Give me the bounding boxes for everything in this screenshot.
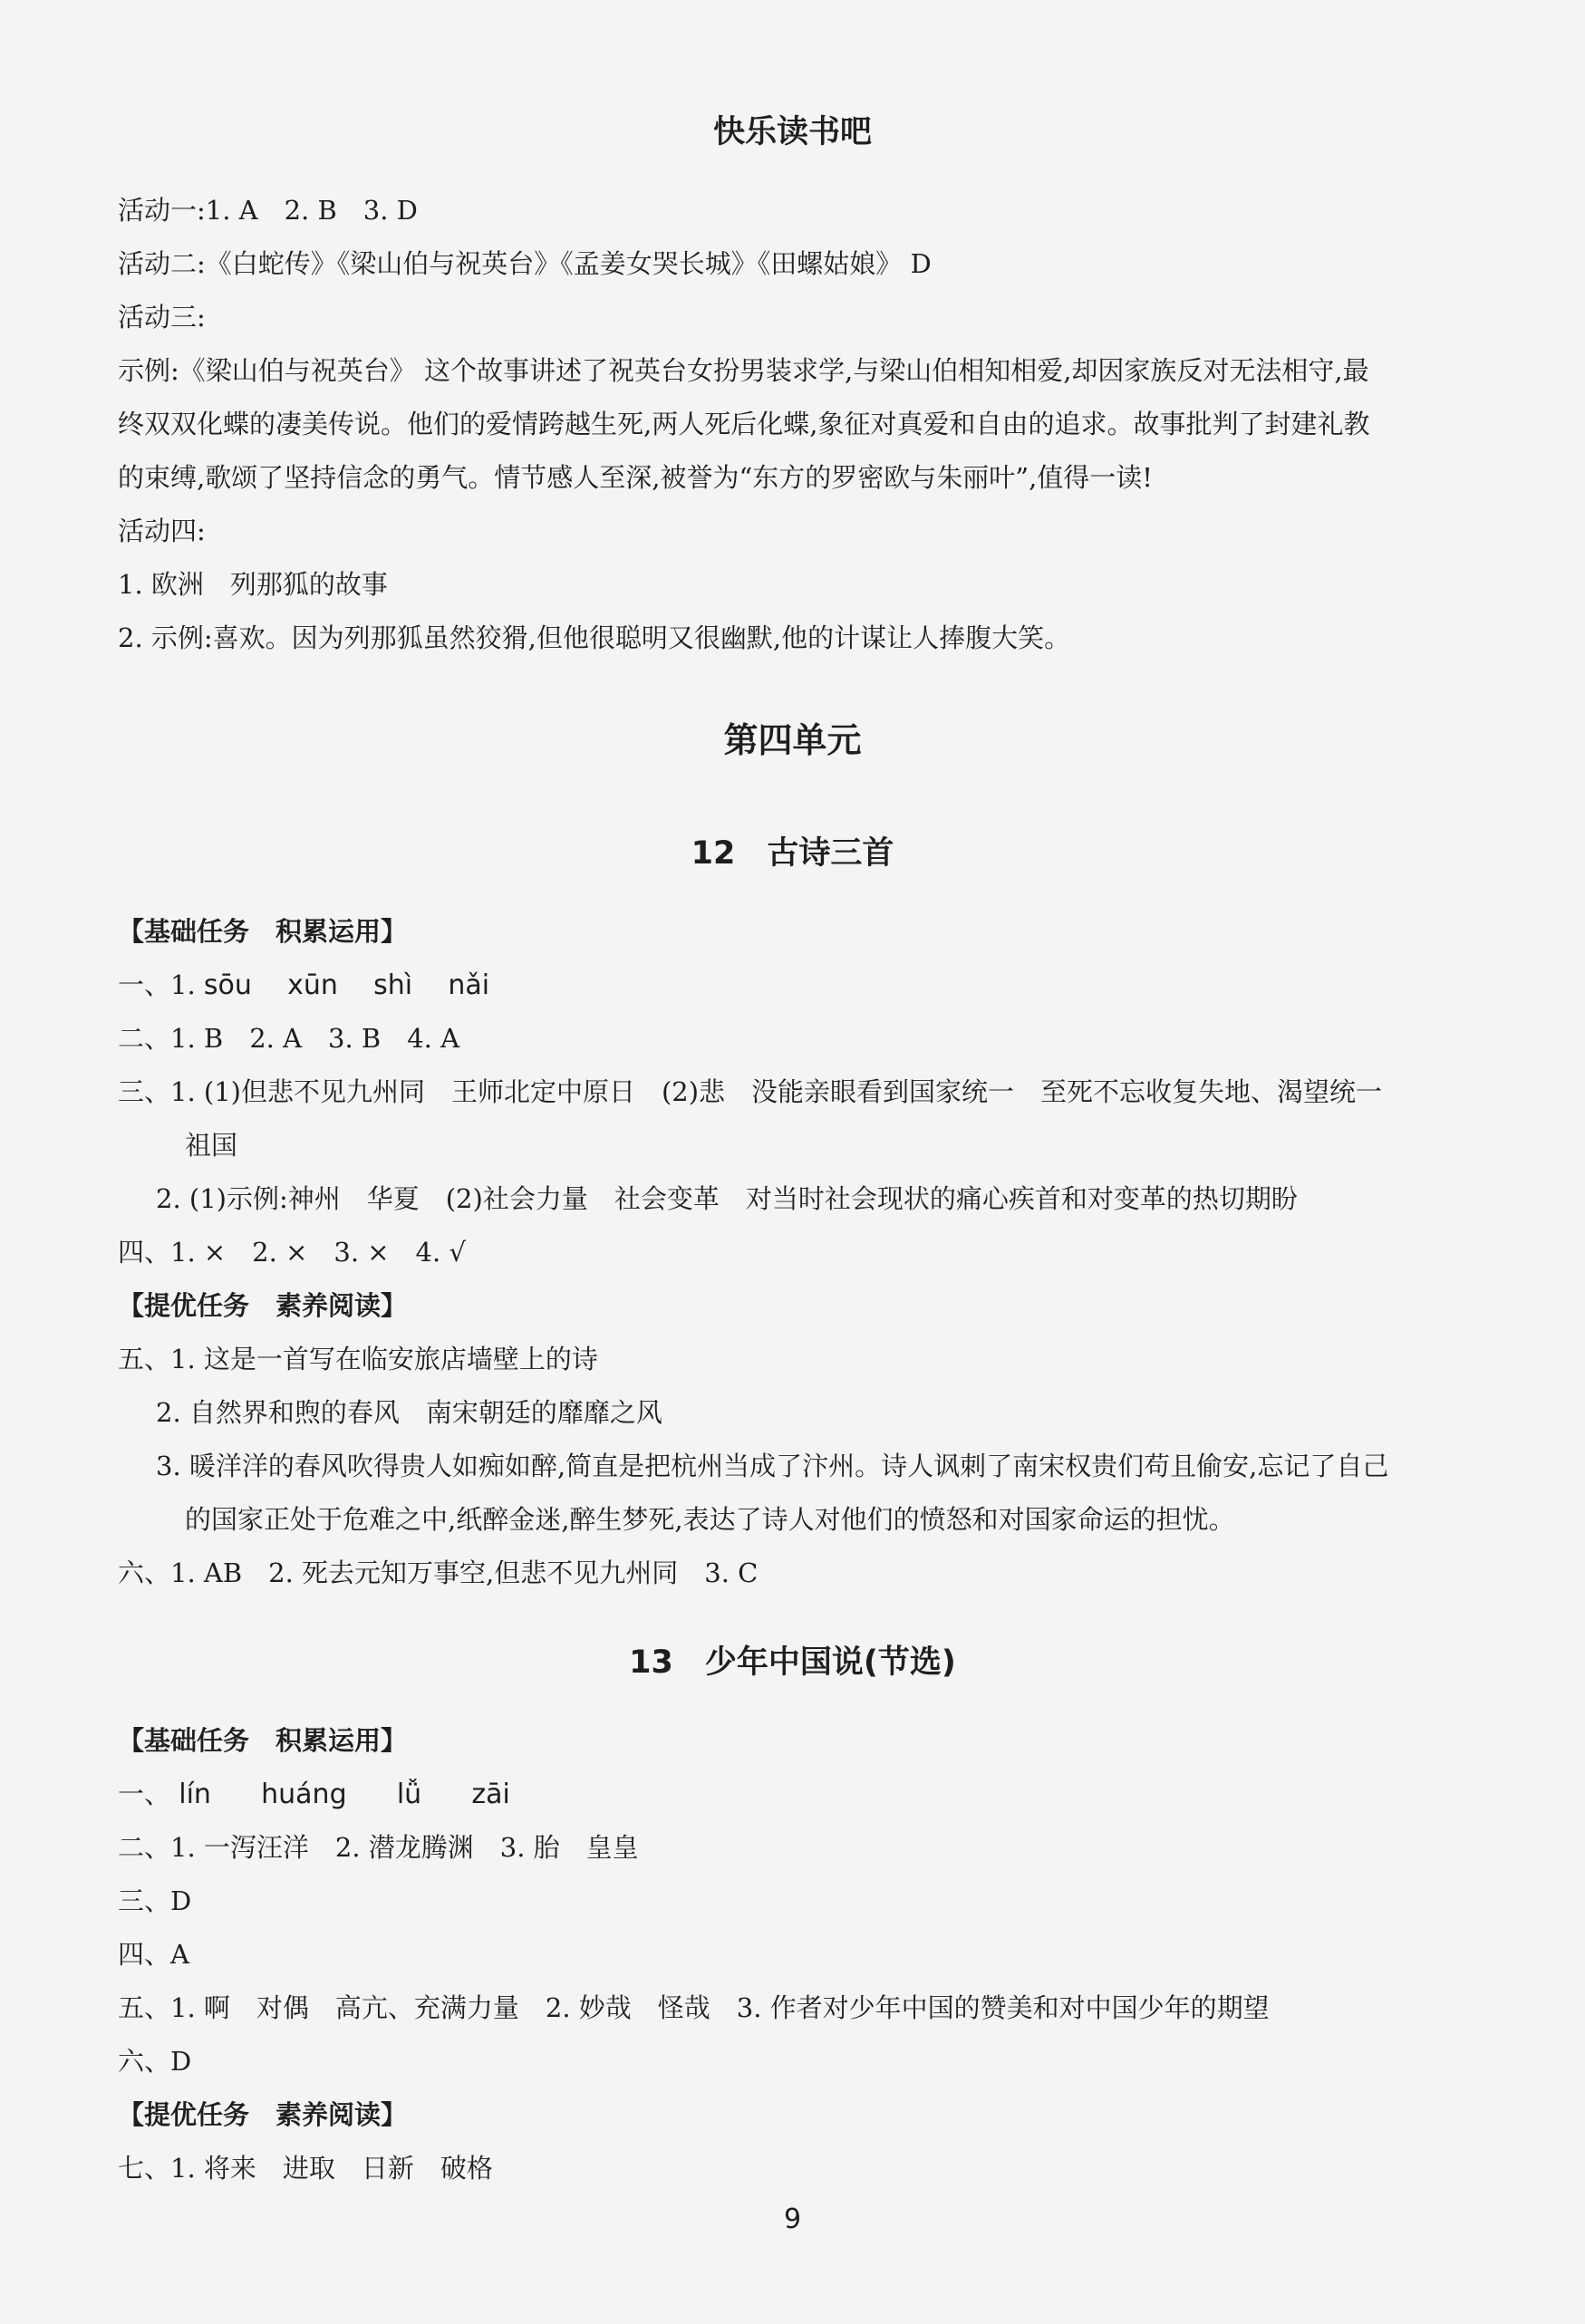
reading-activity-3-line-1: 示例:《梁山伯与祝英台》 这个故事讲述了祝英台女扮男装求学,与梁山伯相知相爱,却因家族反对无法相守,最 xyxy=(118,355,1369,386)
lesson-12-q3-2: 2. (1)示例:神州 华夏 (2)社会力量 社会变革 对当时社会现状的痛心疾首和对变革的热切期盼 xyxy=(156,1183,1298,1214)
lesson-12-advanced-heading: 【提优任务 素养阅读】 xyxy=(118,1290,408,1321)
reading-activity-4-item-1: 1. 欧洲 列那狐的故事 xyxy=(118,569,388,600)
lesson-12-q5-3: 3. 暖洋洋的春风吹得贵人如痴如醉,简直是把杭州当成了汴州。诗人讽刺了南宋权贵们苟且偷安,忘记了自己 xyxy=(156,1451,1389,1481)
pinyin-answer: xūn xyxy=(287,969,338,1001)
pinyin-answer: shì xyxy=(373,969,413,1001)
lesson-12-q4: 四、1. × 2. × 3. × 4. √ xyxy=(118,1237,466,1268)
lesson-12-q1 xyxy=(118,967,489,1004)
reading-activity-3-line-3: 的束缚,歌颂了坚持信念的勇气。情节感人至深,被誉为“东方的罗密欧与朱丽叶”,值得一读! xyxy=(118,462,1153,493)
lesson-12-q3-1: 三、1. (1)但悲不见九州同 王师北定中原日 (2)悲 没能亲眼看到国家统一 至死不忘收复失地、渴望统一 xyxy=(118,1076,1383,1107)
lesson-13-q1 xyxy=(118,1776,510,1813)
reading-activity-2: 活动二:《白蛇传》《梁山伯与祝英台》《孟姜女哭长城》《田螺姑娘》 D xyxy=(118,248,932,279)
q1-prefix: 一、 xyxy=(118,1779,171,1809)
reading-activity-4-label: 活动四: xyxy=(118,516,206,546)
q1-prefix: 一、1. xyxy=(118,969,204,1000)
lesson-13-advanced-heading: 【提优任务 素养阅读】 xyxy=(118,2099,408,2130)
lesson-12-q5-3-cont: 的国家正处于危难之中,纸醉金迷,醉生梦死,表达了诗人对他们的愤怒和对国家命运的担忧。 xyxy=(185,1504,1235,1535)
lesson-12-basic-heading: 【基础任务 积累运用】 xyxy=(118,916,408,947)
lesson-13-basic-heading: 【基础任务 积累运用】 xyxy=(118,1725,408,1756)
lesson-12-q6: 六、1. AB 2. 死去元知万事空,但悲不见九州同 3. C xyxy=(118,1557,759,1588)
section-title-reading: 快乐读书吧 xyxy=(712,114,872,150)
lesson-12-q3-1-cont: 祖国 xyxy=(185,1130,238,1161)
pinyin-answer: nǎi xyxy=(448,969,490,1001)
lesson-12-q2: 二、1. B 2. A 3. B 4. A xyxy=(118,1023,460,1054)
pinyin-answer: sōu xyxy=(203,969,252,1001)
pinyin-answer: huáng xyxy=(261,1779,347,1810)
page-number: 9 xyxy=(783,2203,802,2235)
pinyin-answer: lǚ xyxy=(396,1779,422,1810)
lesson-13-q7: 七、1. 将来 进取 日新 破格 xyxy=(118,2153,493,2184)
lesson-12-q5-1: 五、1. 这是一首写在临安旅店墙壁上的诗 xyxy=(118,1344,598,1374)
reading-activity-3-line-2: 终双双化蝶的凄美传说。他们的爱情跨越生死,两人死后化蝶,象征对真爱和自由的追求。故事批判了封建礼教 xyxy=(118,409,1370,439)
lesson-13-q6: 六、D xyxy=(118,2046,192,2077)
lesson-13-q3: 三、D xyxy=(118,1885,192,1916)
reading-activity-4-item-2: 2. 示例:喜欢。因为列那狐虽然狡猾,但他很聪明又很幽默,他的计谋让人捧腹大笑。 xyxy=(118,622,1071,653)
pinyin-answer: zāi xyxy=(471,1779,510,1810)
lesson-12-title: 12 古诗三首 xyxy=(691,835,894,872)
lesson-13-q5: 五、1. 啊 对偶 高亢、充满力量 2. 妙哉 怪哉 3. 作者对少年中国的赞美和对中国少年的期望 xyxy=(118,1992,1270,2023)
unit-title: 第四单元 xyxy=(723,720,862,760)
lesson-13-q2: 二、1. 一泻汪洋 2. 潜龙腾渊 3. 胎 皇皇 xyxy=(118,1832,639,1863)
lesson-12-q5-2: 2. 自然界和煦的春风 南宋朝廷的靡靡之风 xyxy=(156,1397,662,1428)
reading-activity-3-label: 活动三: xyxy=(118,302,206,333)
lesson-13-title: 13 少年中国说(节选) xyxy=(629,1644,956,1681)
pinyin-answer: lín xyxy=(179,1779,211,1810)
reading-activity-1: 活动一:1. A 2. B 3. D xyxy=(118,195,418,226)
lesson-13-q4: 四、A xyxy=(118,1939,189,1970)
